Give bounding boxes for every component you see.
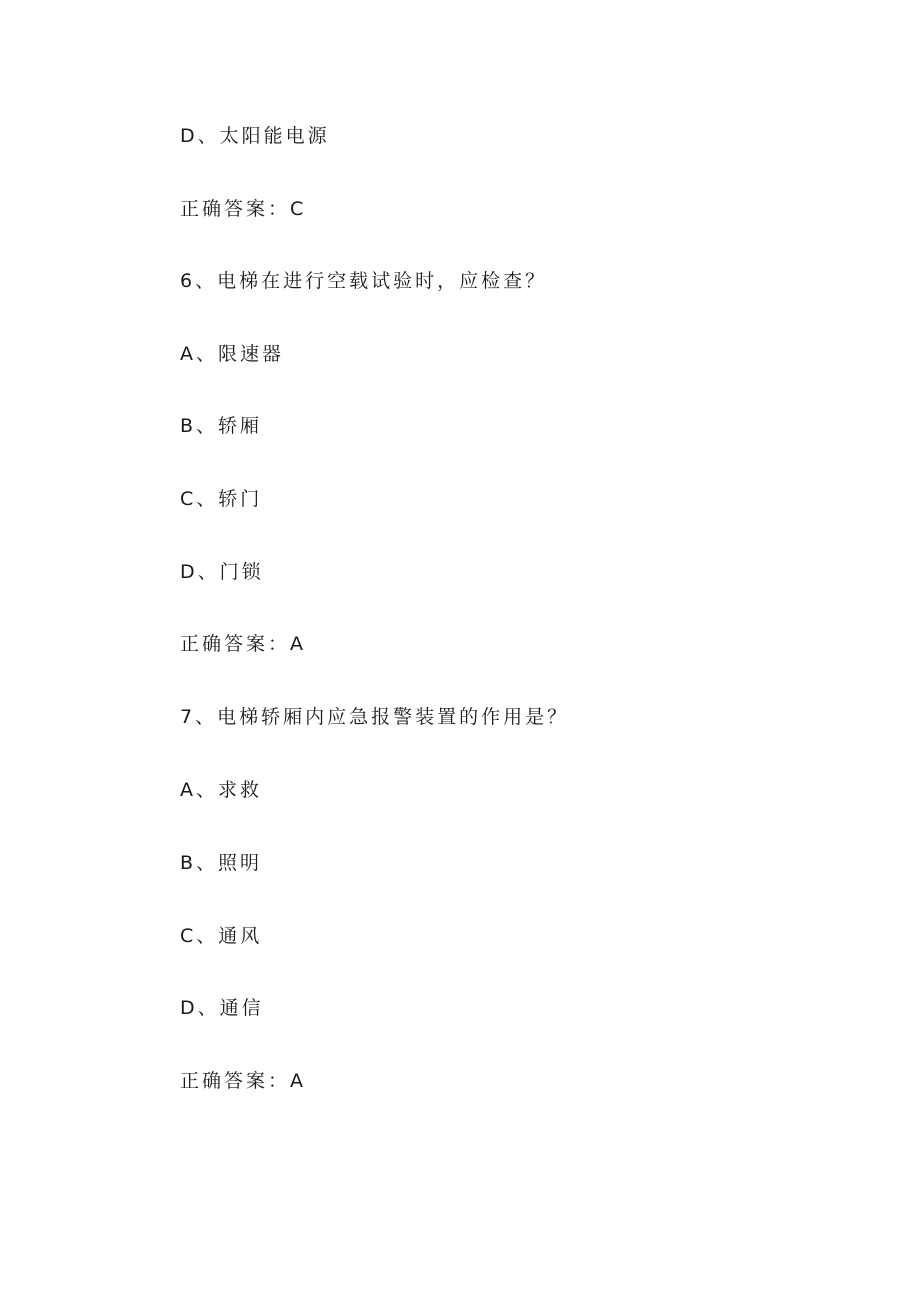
option-7c: C、通风 bbox=[180, 925, 263, 947]
option-6a: A、限速器 bbox=[180, 343, 284, 365]
answer-7: 正确答案：A bbox=[180, 1070, 306, 1092]
option-6d: D、门锁 bbox=[180, 561, 264, 583]
option-7a: A、求救 bbox=[180, 779, 262, 801]
answer-6: 正确答案：A bbox=[180, 633, 306, 655]
question-6: 6、电梯在进行空载试验时，应检查？ bbox=[180, 270, 548, 292]
option-7d: D、通信 bbox=[180, 997, 264, 1019]
option-6c: C、轿门 bbox=[180, 488, 263, 510]
answer-5: 正确答案：C bbox=[180, 198, 307, 220]
option-6b: B、轿厢 bbox=[180, 415, 263, 437]
question-7: 7、电梯轿厢内应急报警装置的作用是？ bbox=[180, 706, 570, 728]
option-7b: B、照明 bbox=[180, 852, 263, 874]
option-5d: D、太阳能电源 bbox=[180, 125, 330, 147]
